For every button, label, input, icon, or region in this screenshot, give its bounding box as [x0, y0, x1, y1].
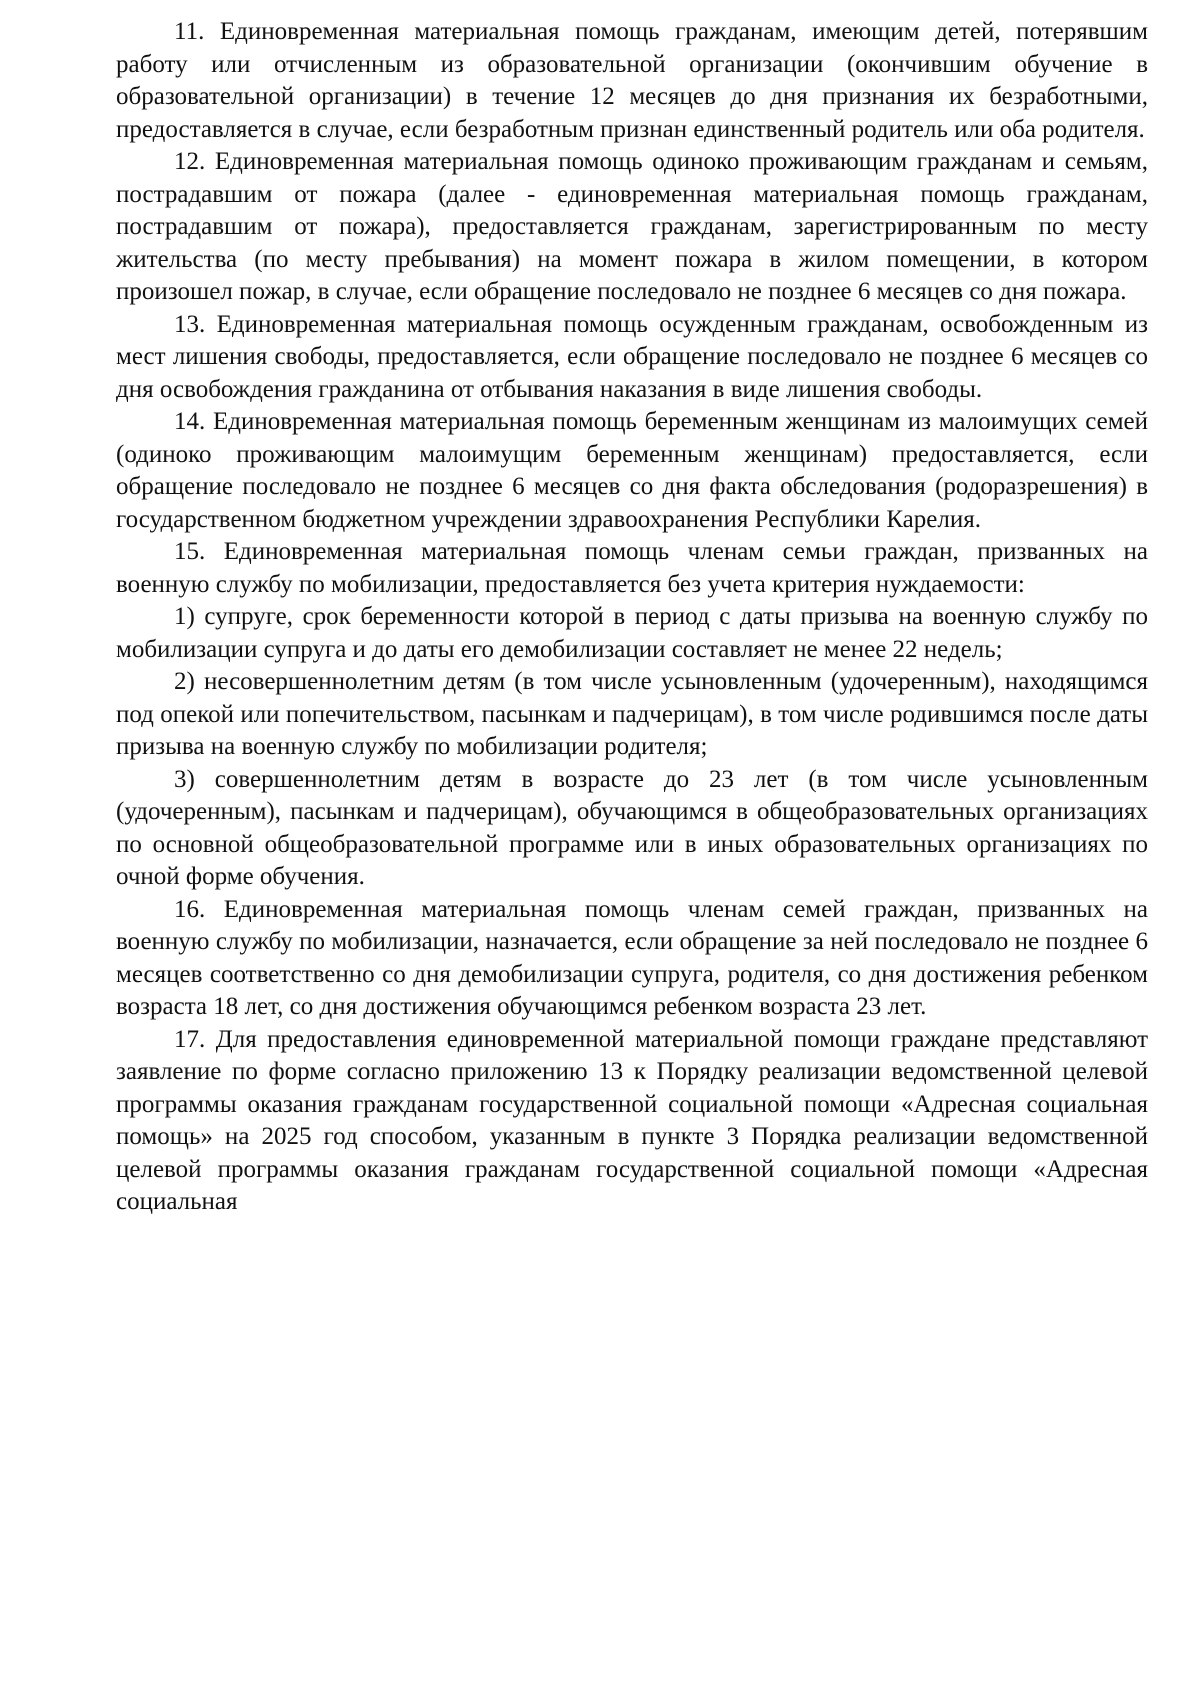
- paragraph-15-item-3: 3) совершеннолетним детям в возрасте до 23 лет (в том числе усыновленным (удочеренным), пасынкам и падчерицам), обучающимся в общеобразовательных организациях по основной общеобразовательной программе или в иных образовательных организациях по очной форме обучения.: [116, 765, 1148, 890]
- paragraph-15-item-2: 2) несовершеннолетним детям (в том числе усыновленным (удочеренным), находящимся под опекой или попечительством, пасынкам и падчерицам), в том числе родившимся после даты призыва на военную службу по мобилизации родителя;: [116, 668, 1148, 760]
- paragraph-15-item-1: 1) супруге, срок беременности которой в период с даты призыва на военную службу по мобилизации супруга и до даты его демобилизации составляет не менее 22 недель;: [116, 603, 1148, 663]
- document-body: [116, 16, 1148, 1219]
- paragraph-15: 15. Единовременная материальная помощь членам семьи граждан, призванных на военную службу по мобилизации, предоставляется без учета критерия нуждаемости:: [116, 538, 1148, 598]
- paragraph-13: 13. Единовременная материальная помощь осужденным гражданам, освобожденным из мест лишения свободы, предоставляется, если обращение последовало не позднее 6 месяцев со дня освобождения гражданина от отбывания наказания в виде лишения свободы.: [116, 310, 1148, 403]
- paragraph-11: 11. Единовременная материальная помощь гражданам, имеющим детей, потерявшим работу или отчисленным из образовательной организации (окончившим обучение в образовательной организации) в течение 12 месяцев до дня признания их безработными, предоставляется в случае, если безработным признан единственный родитель или оба родителя.: [116, 18, 1148, 143]
- paragraph-17: 17. Для предоставления единовременной материальной помощи граждане представляют заявление по форме согласно приложению 13 к Порядку реализации ведомственной целевой программы оказания гражданам государственной социальной помощи «Адресная социальная помощь» на 2025 год способом, указанным в пункте 3 Порядка реализации ведомственной целевой программы оказания гражданам государственной социальной помощи «Адресная социальная: [116, 1025, 1148, 1215]
- paragraph-14: 14. Единовременная материальная помощь беременным женщинам из малоимущих семей (одиноко проживающим малоимущим беременным женщинам) предоставляется, если обращение последовало не позднее 6 месяцев со дня факта обследования (родоразрешения) в государственном бюджетном учреждении здравоохранения Республики Карелия.: [116, 408, 1148, 533]
- paragraph-16: 16. Единовременная материальная помощь членам семей граждан, призванных на военную службу по мобилизации, назначается, если обращение за ней последовало не позднее 6 месяцев соответственно со дня демобилизации супруга, родителя, со дня достижения ребенком возраста 18 лет, со дня достижения обучающимся ребенком возраста 23 лет.: [116, 895, 1148, 1020]
- paragraph-12: 12. Единовременная материальная помощь одиноко проживающим гражданам и семьям, пострадавшим от пожара (далее - единовременная материальная помощь гражданам, пострадавшим от пожара), предоставляется гражданам, зарегистрированным по месту жительства (по месту пребывания) на момент пожара в жилом помещении, в котором произошел пожар, в случае, если обращение последовало не позднее 6 месяцев со дня пожара.: [116, 148, 1148, 305]
